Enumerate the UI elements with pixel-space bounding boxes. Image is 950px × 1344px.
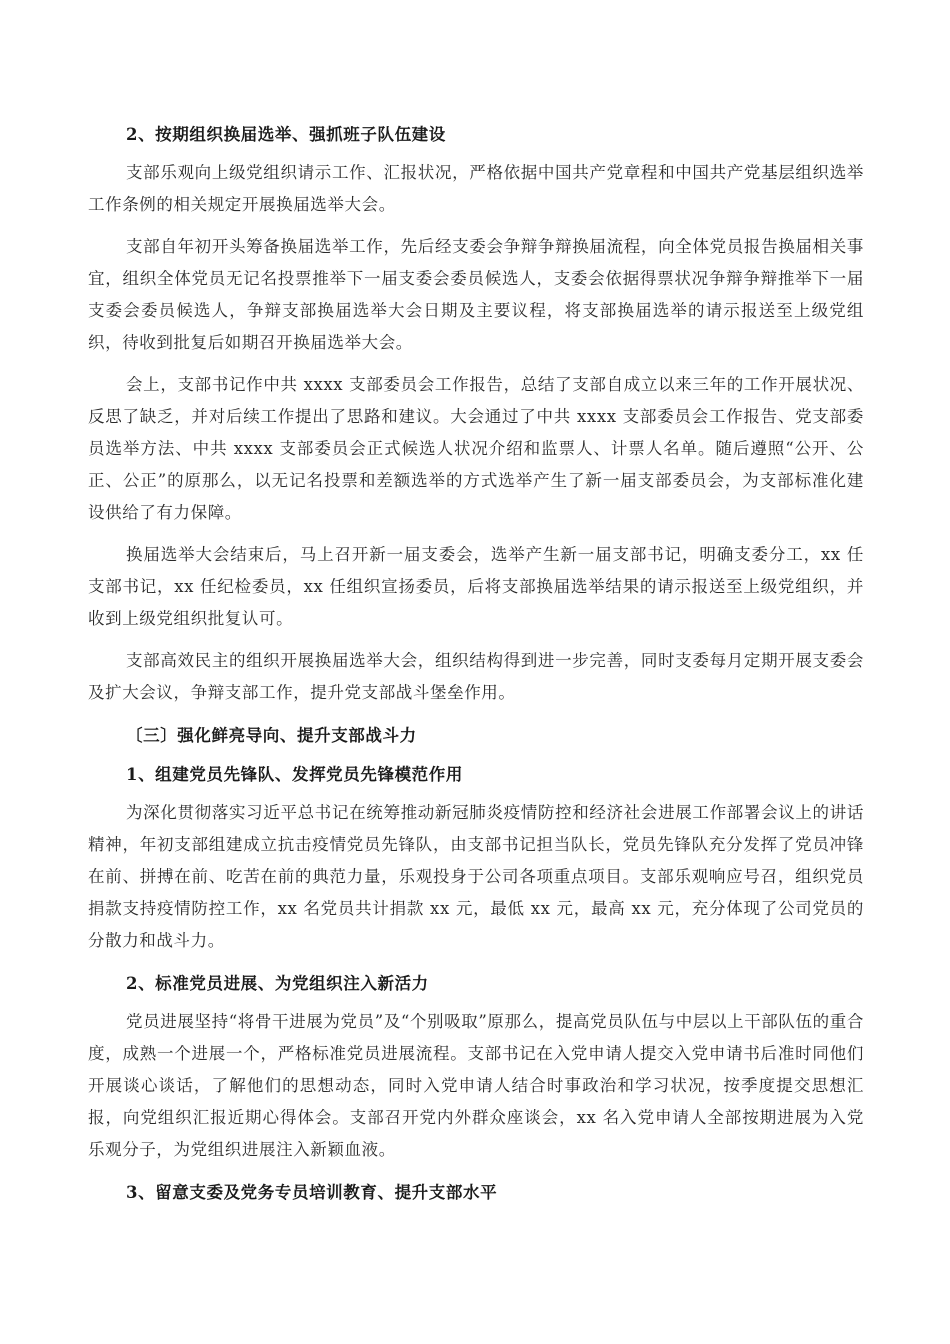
section-heading-election: 2、按期组织换届选举、强抓班子队伍建设 xyxy=(126,125,446,144)
paragraph: 支部乐观向上级党组织请示工作、汇报状况，严格依据中国共产党章程和中国共产党基层组织选举工作条例的相关规定开展换届选举大会。 xyxy=(88,163,864,214)
paragraph: 支部高效民主的组织开展换届选举大会，组织结构得到进一步完善，同时支委每月定期开展支委会及扩大会议，争辩支部工作，提升党支部战斗堡垒作用。 xyxy=(88,651,864,702)
paragraph: 换届选举大会结束后，马上召开新一届支委会，选举产生新一届支部书记，明确支委分工，xx 任支部书记，xx 任纪检委员，xx 任组织宣扬委员，后将支部换届选举结果的请示报送至上级党组织，并收到上级党组织批复认可。 xyxy=(88,545,864,628)
paragraph: 党员进展坚持“将骨干进展为党员”及“个别吸取”原那么，提高党员队伍与中层以上干部队伍的重合度，成熟一个进展一个，严格标准党员进展流程。支部书记在入党申请人提交入党申请书后准时同他们开展谈心谈话，了解他们的思想动态，同时入党申请人结合时事政治和学习状况，按季度提交思想汇报，向党组织汇报近期心得体会。支部召开党内外群众座谈会，xx 名入党申请人全部按期进展为入党乐观分子，为党组织进展注入新颖血液。 xyxy=(88,1012,864,1159)
paragraph: 为深化贯彻落实习近平总书记在统筹推动新冠肺炎疫情防控和经济社会进展工作部署会议上的讲话精神，年初支部组建成立抗击疫情党员先锋队，由支部书记担当队长，党员先锋队充分发挥了党员冲锋在前、拼搏在前、吃苦在前的典范力量，乐观投身于公司各项重点项目。支部乐观响应号召，组织党员捐款支持疫情防控工作，xx 名党员共计捐款 xx 元，最低 xx 元，最高 xx 元，充分体现了公司党员的分散力和战斗力。 xyxy=(88,803,864,950)
section-heading-vanguard: 1、组建党员先锋队、发挥党员先锋模范作用 xyxy=(126,765,463,784)
paragraph: 支部自年初开头筹备换届选举工作，先后经支委会争辩争辩换届流程，向全体党员报告换届相关事宜，组织全体党员无记名投票推举下一届支委会委员候选人，支委会依据得票状况争辩争辩推举下一届支委会委员候选人，争辩支部换届选举大会日期及主要议程，将支部换届选举的请示报送至上级党组织，待收到批复后如期召开换届选举大会。 xyxy=(88,237,864,352)
paragraph: 会上，支部书记作中共 xxxx 支部委员会工作报告，总结了支部自成立以来三年的工作开展状况、反思了缺乏，并对后续工作提出了思路和建议。大会通过了中共 xxxx 支部委员会工作报告、党支部委员选举方法、中共 xxxx 支部委员会正式候选人状况介绍和监票人、计票人名单。随后遵照“公开、公正、公正”的原那么，以无记名投票和差额选举的方式选举产生了新一届支部委员会，为支部标准化建设供给了有力保障。 xyxy=(88,375,864,522)
section-heading-training: 3、留意支委及党务专员培训教育、提升支部水平 xyxy=(126,1183,498,1202)
section-heading-member-development: 2、标准党员进展、为党组织注入新活力 xyxy=(126,974,429,993)
document-body xyxy=(88,118,864,1215)
section-heading-part-three: 〔三〕强化鲜亮导向、提升支部战斗力 xyxy=(126,726,417,745)
